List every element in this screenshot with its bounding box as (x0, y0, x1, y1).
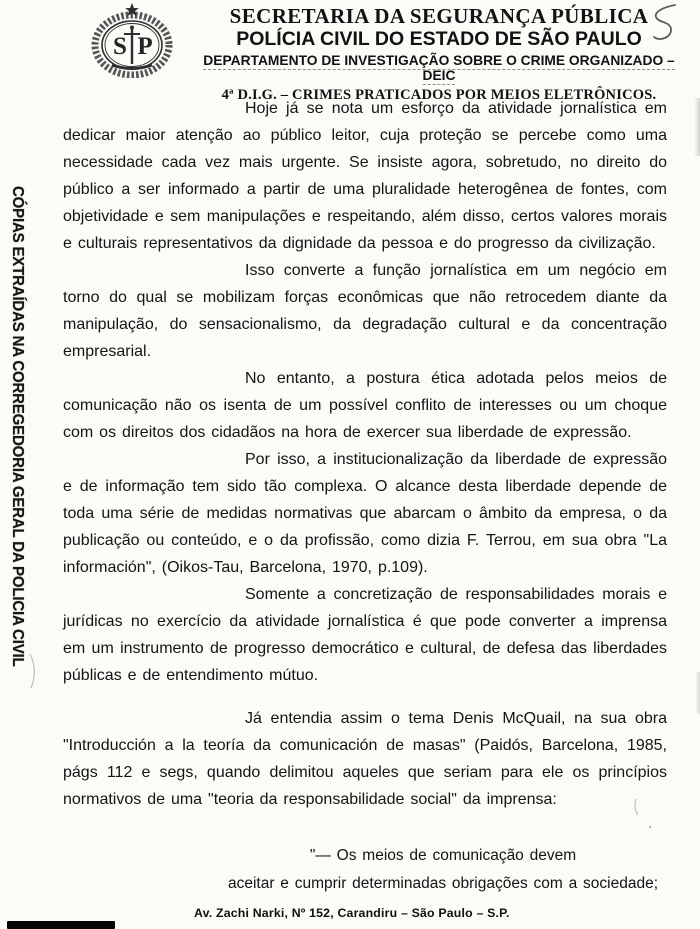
document-body (63, 95, 667, 898)
blockquote (221, 842, 665, 898)
handwritten-page-number (645, 1, 690, 45)
footer-address: Av. Zachi Narki, Nº 152, Carandiru – São Paulo – S.P. (194, 906, 510, 920)
letterhead-dig-line: 4ª D.I.G. – CRIMES PRATICADOS POR MEIOS ELETRÔNICOS. (221, 87, 657, 103)
blockquote-line: "— Os meios de comunicação devem (309, 847, 577, 864)
letterhead-departamento-line: DEPARTAMENTO DE INVESTIGAÇÃO SOBRE O CRIME ORGANIZADO – DEIC (203, 53, 675, 83)
body-paragraph: No entanto, a postura ética adotada pelos meios de comunicação não os isenta de um possível conflito de interesses ou um choque com os direitos dos cidadãos na hora de exercer sua liberdade de expressão. (63, 370, 667, 441)
body-paragraph: Isso converte a função jornalística em um negócio em torno do qual se mobilizam forças econômicas que não retrocedem diante da manipulação, do sensacionalismo, da degradação cultural e da concentração empresarial. (63, 262, 667, 360)
corregedoria-copy-stamp: CÓPIAS EXTRAÍDAS NA CORREGEDORIA GERAL DA POLICIA CIVIL (9, 186, 26, 667)
letterhead-policia-civil-line: POLÍCIA CIVIL DO ESTADO DE SÃO PAULO (236, 28, 642, 50)
seal-letter-p: P (137, 33, 153, 60)
body-paragraph: Somente a concretização de responsabilidades morais e jurídicas no exercício da atividade jornalística é que pode converter a imprensa em um instrumento de progresso democrático e cultural, de defesa das liberdades públicas e de entendimento mútuo. (63, 586, 667, 684)
body-paragraph: Por isso, a institucionalização da liberdade de expressão e de informação tem sido tão complexa. O alcance desta liberdade depende de toda uma série de medidas normativas que abarcam o âmbito da empresa, o da publicação ou conteúdo, e o da profissão, como dizia F. Terrou, em sua obra "La información", (Oikos-Tau, Barcelona, 1970, p.109). (63, 451, 667, 576)
body-paragraph: Já entendia assim o tema Denis McQuail, na sua obra "Introducción a la teoría da comunicación de masas" (Paidós, Barcelona, 1985, págs 112 e segs, quando delimitou aqueles que seriam para ele os princípios normativos de uma "teoria da responsabilidade social" da imprensa: (63, 710, 667, 808)
seal-letter-s: S (113, 33, 127, 60)
blockquote-line: aceitar e cumprir determinadas obrigações com a sociedade; (227, 875, 659, 892)
letterhead (186, 5, 692, 103)
body-paragraph: Hoje já se nota um esforço da atividade jornalística em dedicar maior atenção ao público leitor, cuja proteção se percebe como uma necessidade cada vez mais urgente. Se insiste agora, sobretudo, no direito do público a ser informado a partir de uma pluralidade heterogênea de fontes, com objetividade e sem manipulações e respeitando, além disso, certos valores morais e culturais representativos da dignidade da pessoa e do progresso da civilização. (63, 100, 667, 252)
letterhead-secretaria-line: SECRETARIA DA SEGURANÇA PÚBLICA (229, 4, 649, 28)
policia-civil-seal-icon (76, 2, 188, 78)
scan-edge-smudge (695, 672, 700, 714)
pen-mark (22, 652, 44, 692)
scan-edge-smudge (694, 98, 700, 156)
scan-artifact-bar (7, 921, 115, 929)
